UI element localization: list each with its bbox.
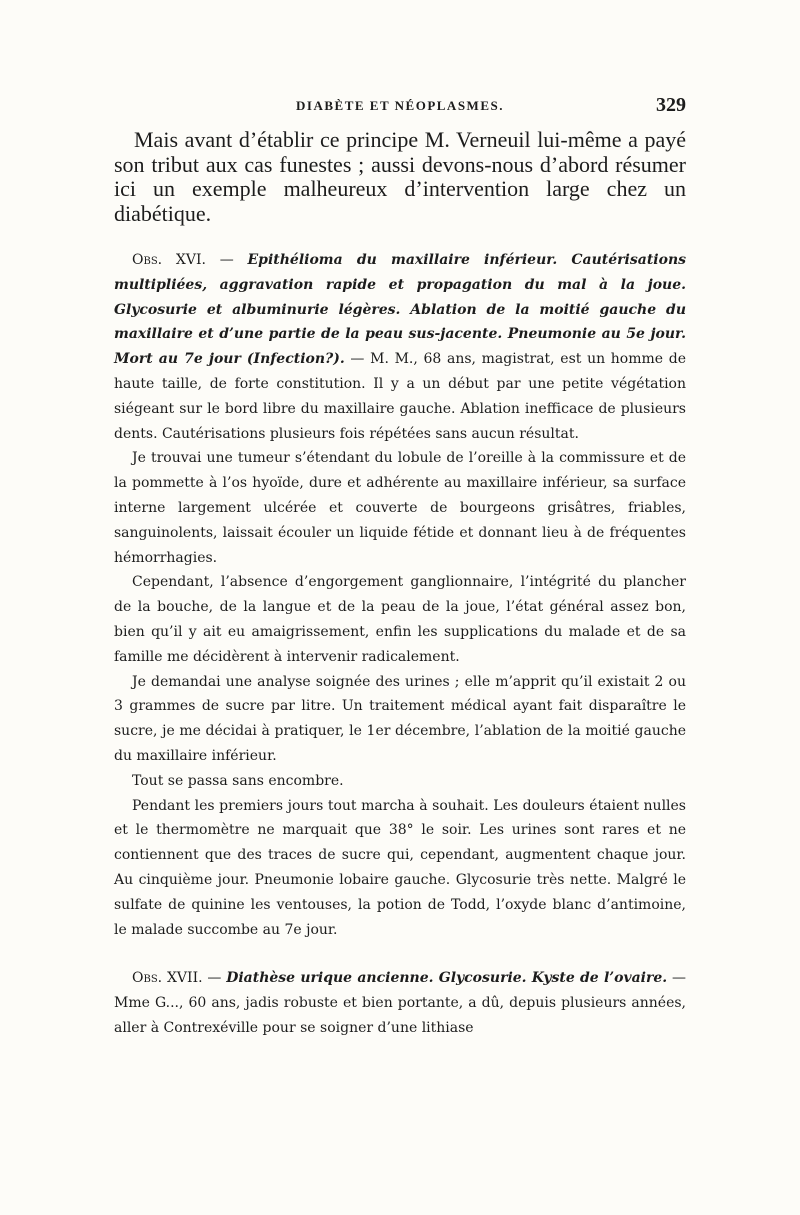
running-header [114,92,686,128]
observation-17-dash: — [202,970,227,987]
observation-16-paragraph-1: Je trouvai une tumeur s’étendant du lobule de l’oreille à la commissure et de la pommette à l’os hyoïde, dure et adhérente au maxillaire inférieur, sa surface interne largement ulcérée et couverte de bourgeons grisâtres, friables, sanguinolents, laissait écouler un liquide fétide et donnant lieu à de fréquentes hémorrhagies. [114,450,686,566]
running-title: DIABÈTE ET NÉOPLASMES. [296,98,504,113]
observation-16-title: Epithélioma du maxillaire inférieur. Cautérisations multipliées, aggravation rapide et propagation du mal à la joue. Glycosurie et albuminurie légères. Ablation de la moitié gauche du maxillaire et d’une partie de la peau sus-jacente. Pneumonie au 5e jour. Mort au 7e jour (Infection?). [114,252,686,368]
observation-17-label: Obs. XVII. [132,970,203,987]
observation-17-title: Diathèse urique ancienne. Glycosurie. Kyste de l’ovaire. [226,970,668,987]
observation-16-text: — M. M., 68 ans, magistrat, est un homme de haute taille, de forte constitution. Il y a un début par une petite végétation siégeant sur le bord libre du maxillaire gauche. Ablation inefficace de plusieurs dents. Cautérisations plusieurs fois répétées sans aucun résultat. [114,351,686,442]
observation-16-paragraph-2: Cependant, l’absence d’engorgement ganglionnaire, l’intégrité du plancher de la bouche, de la langue et de la peau de la joue, l’état général assez bon, bien qu’il y ait eu amaigrissement, enfin les supplications du malade et de sa famille me décidèrent à intervenir radicalement. [114,574,686,665]
observation-17-heading [114,966,686,1040]
intro-paragraph: Mais avant d’établir ce principe M. Verneuil lui-même a payé son tribut aux cas funestes ; aussi devons-nous d’abord résumer ici un exemple malheureux d’intervention large chez un diabétique. [114,127,686,226]
observation-16-dash: — [205,252,248,268]
observation-17-text: — Mme G..., 60 ans, jadis robuste et bien portante, a dû, depuis plusieurs années, aller à Contrexéville pour se soigner d’une lithiase [114,970,686,1036]
observation-16-label: Obs. XVI. [132,252,206,268]
observation-16-heading [114,248,686,446]
observation-16-paragraph-5: Pendant les premiers jours tout marcha à souhait. Les douleurs étaient nulles et le thermomètre ne marquait que 38° le soir. Les urines sont rares et ne contiennent que des traces de sucre qui, cependant, augmentent chaque jour. Au cinquième jour. Pneumonie lobaire gauche. Glycosurie très nette. Malgré le sulfate de quinine les ventouses, la potion de Todd, l’oxyde blanc d’antimoine, le malade succombe au 7e jour. [114,797,686,938]
observation-16-paragraph-3: Je demandai une analyse soignée des urines ; elle m’apprit qu’il existait 2 ou 3 grammes de sucre par litre. Un traitement médical ayant fait disparaître le sucre, je me décidai à pratiquer, le 1er décembre, l’ablation de la moitié gauche du maxillaire inférieur. [114,673,686,764]
book-page [114,92,686,1041]
observation-16-paragraph-4: Tout se passa sans encombre. [132,772,344,789]
page-number: 329 [656,94,686,116]
